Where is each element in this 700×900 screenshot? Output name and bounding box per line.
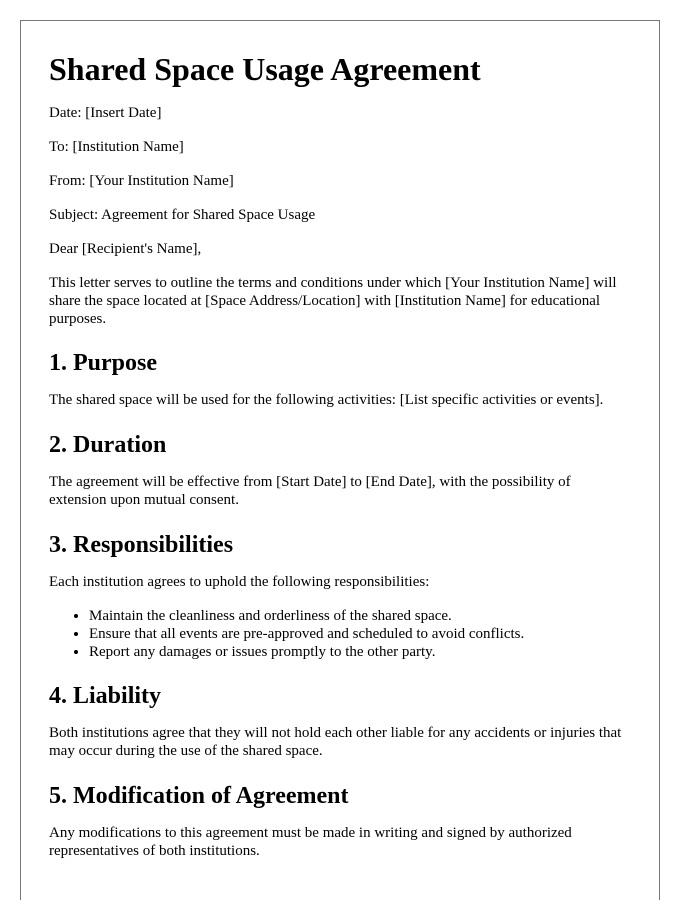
section-text-liability: Both institutions agree that they will not hold each other liable for any accidents or injuries that may occur during the use of the shared space. xyxy=(49,725,622,759)
section-text-responsibilities: Each institution agrees to uphold the following responsibilities: xyxy=(49,574,430,590)
salutation: Dear [Recipient's Name], xyxy=(49,241,202,257)
responsibilities-list xyxy=(49,607,631,661)
section-text-modification: Any modifications to this agreement must be made in writing and signed by authorized representatives of both institutions. xyxy=(49,825,572,859)
subject-line: Subject: Agreement for Shared Space Usage xyxy=(49,207,316,223)
document-title: Shared Space Usage Agreement xyxy=(49,51,481,87)
section-text-purpose: The shared space will be used for the following activities: [List specific activities or events]. xyxy=(49,392,604,408)
date-line: Date: [Insert Date] xyxy=(49,105,162,121)
list-item: • Report any damages or issues promptly to the other party. xyxy=(89,643,631,661)
list-item: • Ensure that all events are pre-approved and scheduled to avoid conflicts. xyxy=(89,625,631,643)
from-line: From: [Your Institution Name] xyxy=(49,173,234,189)
section-heading-liability: 4. Liability xyxy=(49,683,162,709)
to-line: To: [Institution Name] xyxy=(49,139,184,155)
section-heading-responsibilities: 3. Responsibilities xyxy=(49,532,234,558)
letter-page xyxy=(20,20,660,900)
intro-paragraph: This letter serves to outline the terms and conditions under which [Your Institution Name] will share the space located at [Space Address/Location] with [Institution Name] for educational purposes. xyxy=(49,275,617,327)
list-item: • Maintain the cleanliness and orderliness of the shared space. xyxy=(89,607,631,625)
section-heading-purpose: 1. Purpose xyxy=(49,350,157,376)
section-heading-duration: 2. Duration xyxy=(49,432,167,458)
section-text-duration: The agreement will be effective from [Start Date] to [End Date], with the possibility of extension upon mutual consent. xyxy=(49,474,571,508)
section-heading-modification: 5. Modification of Agreement xyxy=(49,783,349,809)
